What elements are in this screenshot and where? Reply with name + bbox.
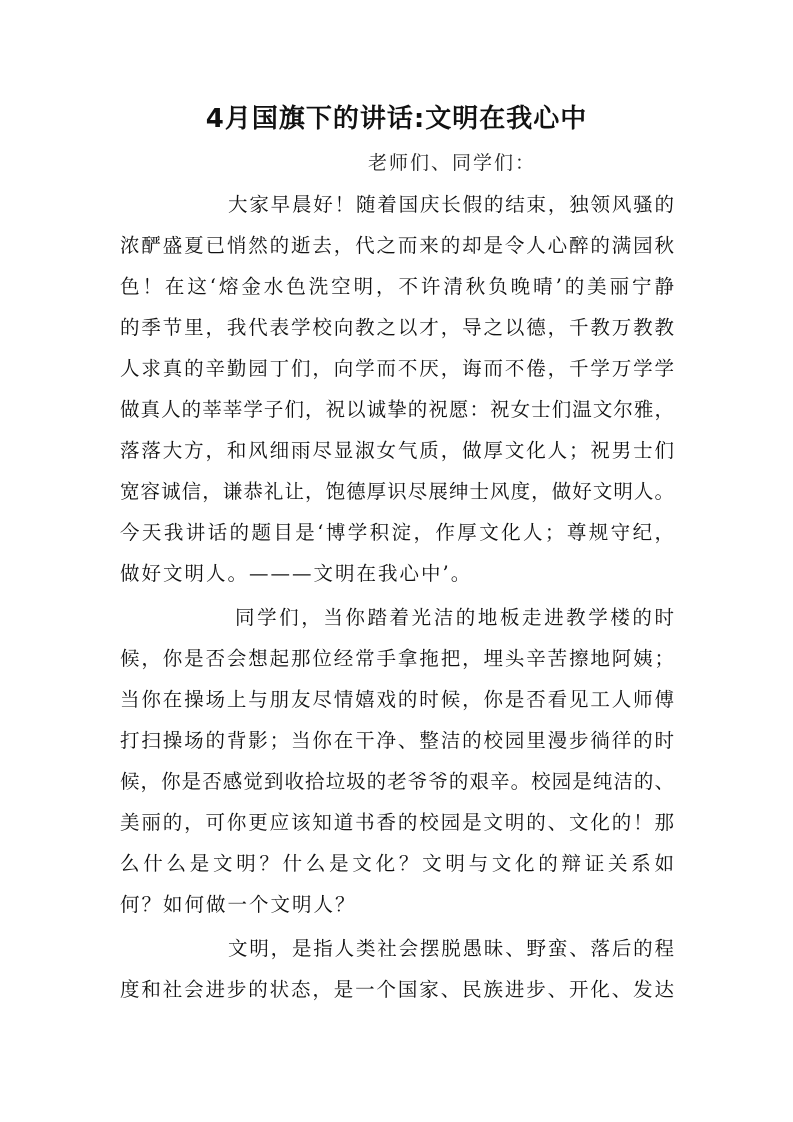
text-line: 度和社会进步的状态，是一个国家、民族进步、开化、发达	[120, 978, 674, 1001]
text-line: 大家早晨好！随着国庆长假的结束，独领风骚的	[228, 193, 674, 216]
text-line: 的季节里，我代表学校向教之以才，导之以德，千教万教教	[120, 316, 674, 339]
document-title: 4月国旗下的讲话:文明在我心中	[205, 104, 588, 134]
text-line: 做真人的莘莘学子们，祝以诚挚的祝愿：祝女士们温文尔雅，	[120, 398, 674, 421]
text-line: 今天我讲话的题目是‘博学积淀，作厚文化人；尊规守纪，	[120, 521, 674, 544]
paragraph-2	[120, 597, 674, 925]
text-line: 落落大方，和风细雨尽显淑女气质，做厚文化人；祝男士们	[120, 439, 674, 462]
text-line: 浓酽盛夏已悄然的逝去，代之而来的却是令人心醉的满园秋	[120, 234, 674, 257]
text-line: 打扫操场的背影；当你在干净、整洁的校园里漫步徜徉的时	[120, 729, 674, 752]
text-line: 做好文明人。———文明在我心中’。	[120, 562, 473, 585]
text-line: 同学们，当你踏着光洁的地板走进教学楼的时	[235, 606, 674, 629]
salutation: 老师们、同学们：	[368, 152, 537, 174]
text-line: 候，你是否会想起那位经常手拿拖把，埋头辛苦擦地阿姨；	[120, 647, 674, 670]
text-line: 色！在这‘熔金水色洗空明，不许清秋负晚晴’的美丽宁静	[120, 275, 674, 298]
paragraph-1	[120, 184, 674, 594]
document-body	[120, 184, 674, 1010]
paragraph-3	[120, 928, 674, 1010]
text-line: 么什么是文明？什么是文化？文明与文化的辩证关系如	[120, 852, 674, 875]
text-line: 候，你是否感觉到收拾垃圾的老爷爷的艰辛。校园是纯洁的、	[120, 770, 674, 793]
text-line: 美丽的，可你更应该知道书香的校园是文明的、文化的！那	[120, 811, 674, 834]
text-line: 宽容诚信，谦恭礼让，饱德厚识尽展绅士风度，做好文明人。	[120, 480, 674, 503]
text-line: 人求真的辛勤园丁们，向学而不厌，诲而不倦，千学万学学	[120, 357, 674, 380]
text-line: 当你在操场上与朋友尽情嬉戏的时候，你是否看见工人师傅	[120, 688, 674, 711]
text-line: 何？如何做一个文明人？	[120, 893, 357, 916]
text-line: 文明，是指人类社会摆脱愚昧、野蛮、落后的程	[228, 937, 674, 960]
